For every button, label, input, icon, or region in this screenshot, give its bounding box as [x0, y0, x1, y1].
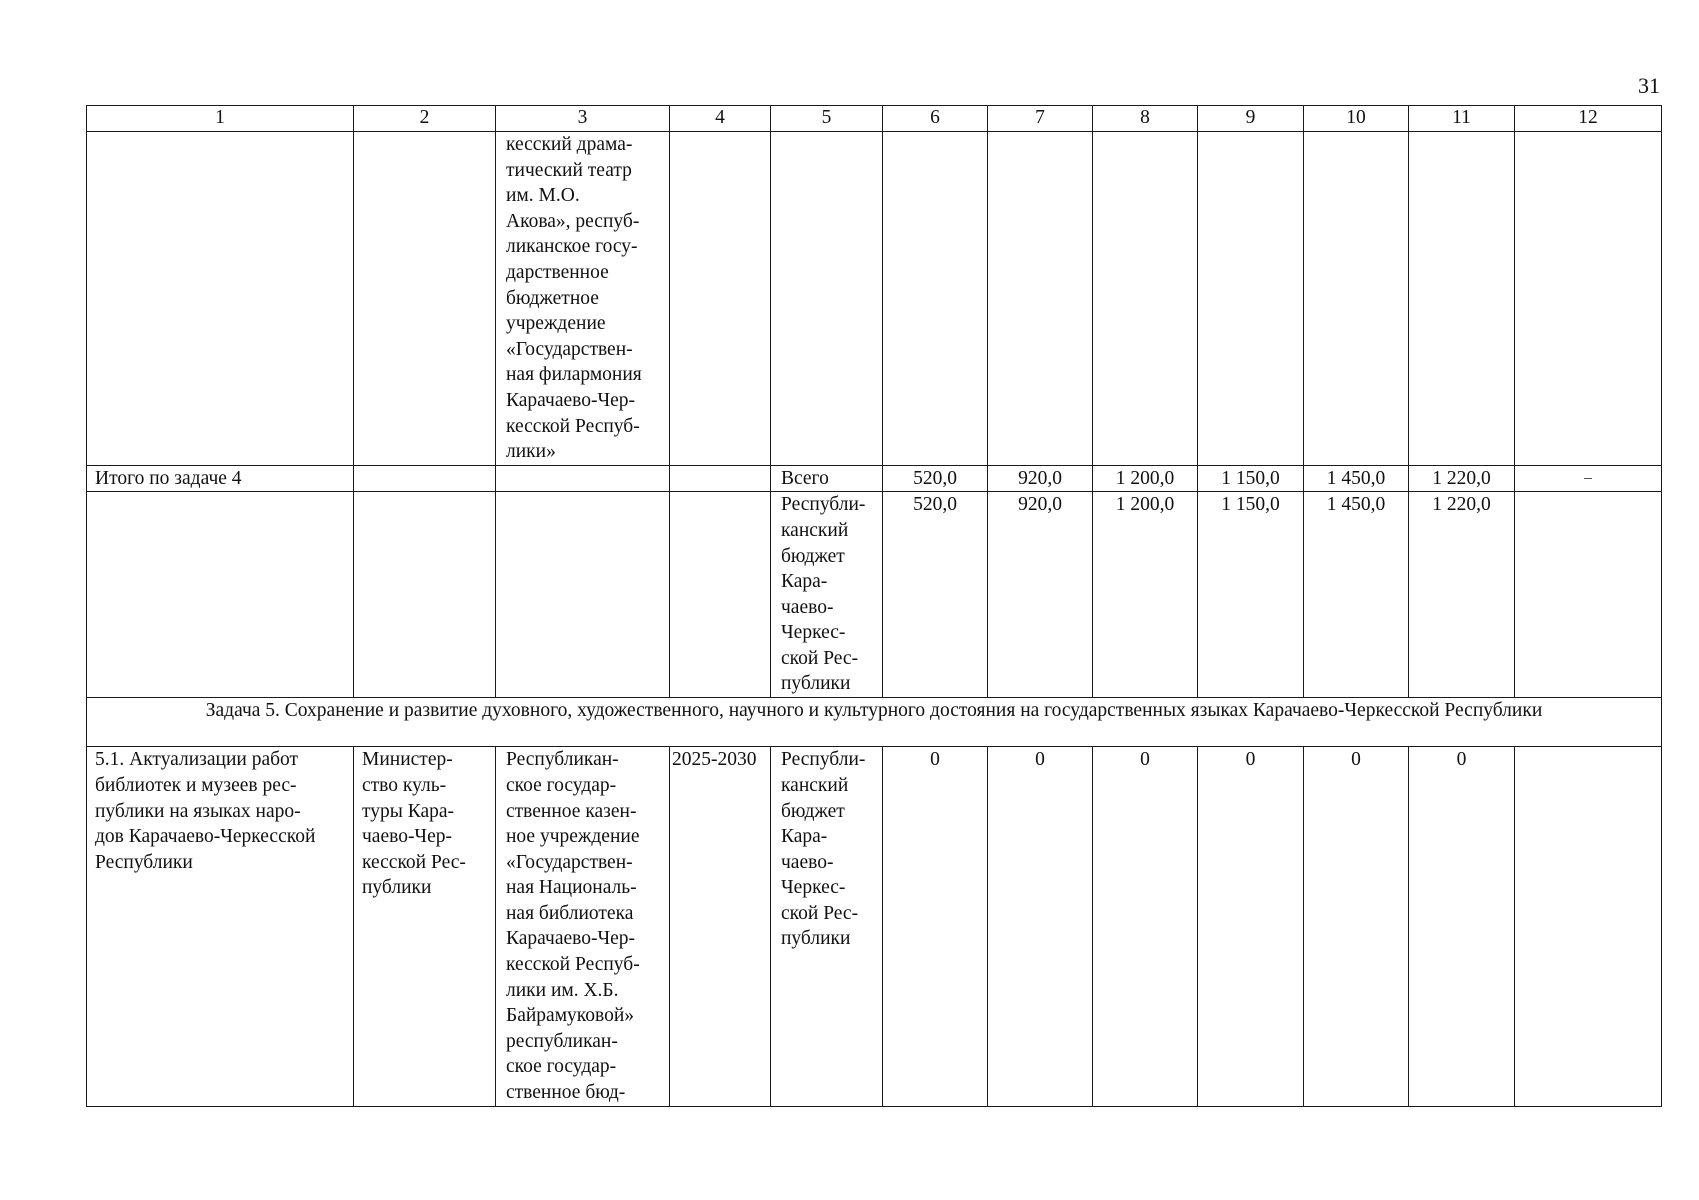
activity-row	[87, 747, 1662, 1106]
value-cell: 1 150,0	[1198, 465, 1304, 492]
value-cell: 1 450,0	[1304, 492, 1409, 698]
funding-source-cell: Всего	[771, 465, 883, 492]
column-number-header-row	[87, 106, 1662, 132]
dash-mark	[1584, 478, 1592, 479]
column-header: 5	[771, 106, 883, 132]
value-cell: 0	[1093, 747, 1198, 1106]
column-header: 4	[670, 106, 771, 132]
value-cell: 520,0	[883, 465, 988, 492]
value-cell: 0	[883, 747, 988, 1106]
value-cell: 1 200,0	[1093, 492, 1198, 698]
column-header: 6	[883, 106, 988, 132]
continuation-row	[87, 132, 1662, 466]
value-cell: 0	[1409, 747, 1515, 1106]
col12-cell	[1515, 465, 1662, 492]
value-cell: 1 450,0	[1304, 465, 1409, 492]
task4-budget-row	[87, 492, 1662, 698]
column-header: 10	[1304, 106, 1409, 132]
value-cell: 520,0	[883, 492, 988, 698]
value-cell: 1 220,0	[1409, 465, 1515, 492]
column-header: 1	[87, 106, 354, 132]
executor-cell: Республикан- ское государ- ственное казен- ное учреждение «Государствен- ная Националь- ная библиотека Карачаево-Чер- кесской Респуб- лики им. Х.Б. Байрамуковой» республикан- ское государ- ственное бюд-	[496, 747, 670, 1106]
value-cell: 0	[988, 747, 1093, 1106]
value-cell: 1 200,0	[1093, 465, 1198, 492]
period-cell: 2025-2030	[670, 747, 771, 1106]
column-header: 8	[1093, 106, 1198, 132]
funding-source-cell: Республи- канский бюджет Кара- чаево- Черкес- ской Рес- публики	[771, 747, 883, 1106]
column-header: 11	[1409, 106, 1515, 132]
funding-source-cell: Республи- канский бюджет Кара- чаево- Черкес- ской Рес- публики	[771, 492, 883, 698]
task5-heading-row	[87, 698, 1662, 747]
responsible-ministry: Министер- ство куль- туры Кара- чаево-Чер- кесской Рес- публики	[354, 747, 496, 1106]
value-cell: 920,0	[988, 465, 1093, 492]
column-header: 12	[1515, 106, 1662, 132]
column-header: 2	[354, 106, 496, 132]
column-header: 7	[988, 106, 1093, 132]
task4-total-row	[87, 465, 1662, 492]
column-header: 3	[496, 106, 670, 132]
program-activities-table	[86, 105, 1662, 1107]
value-cell: 1 150,0	[1198, 492, 1304, 698]
activity-name: 5.1. Актуализации работ библиотек и музеев рес- публики на языках наро- дов Карачаево-Черкесской Республики	[87, 747, 354, 1106]
column-header: 9	[1198, 106, 1304, 132]
page-number: 31	[1638, 73, 1660, 98]
task5-title: Задача 5. Сохранение и развитие духовного, художественного, научного и культурного достояния на государственных языках Карачаево-Черкесской Республики	[87, 698, 1662, 747]
value-cell: 0	[1304, 747, 1409, 1106]
value-cell: 920,0	[988, 492, 1093, 698]
value-cell: 0	[1198, 747, 1304, 1106]
col12-cell	[1515, 492, 1662, 698]
task4-total-label: Итого по задаче 4	[87, 465, 354, 492]
col12-cell	[1515, 747, 1662, 1106]
value-cell: 1 220,0	[1409, 492, 1515, 698]
executor-cell: кесский драма- тический театр им. М.О. Акова», респуб- ликанское госу- дарственное бюджетное учреждение «Государствен- ная филармония Карачаево-Чер- кесской Респуб- лики»	[496, 132, 670, 466]
